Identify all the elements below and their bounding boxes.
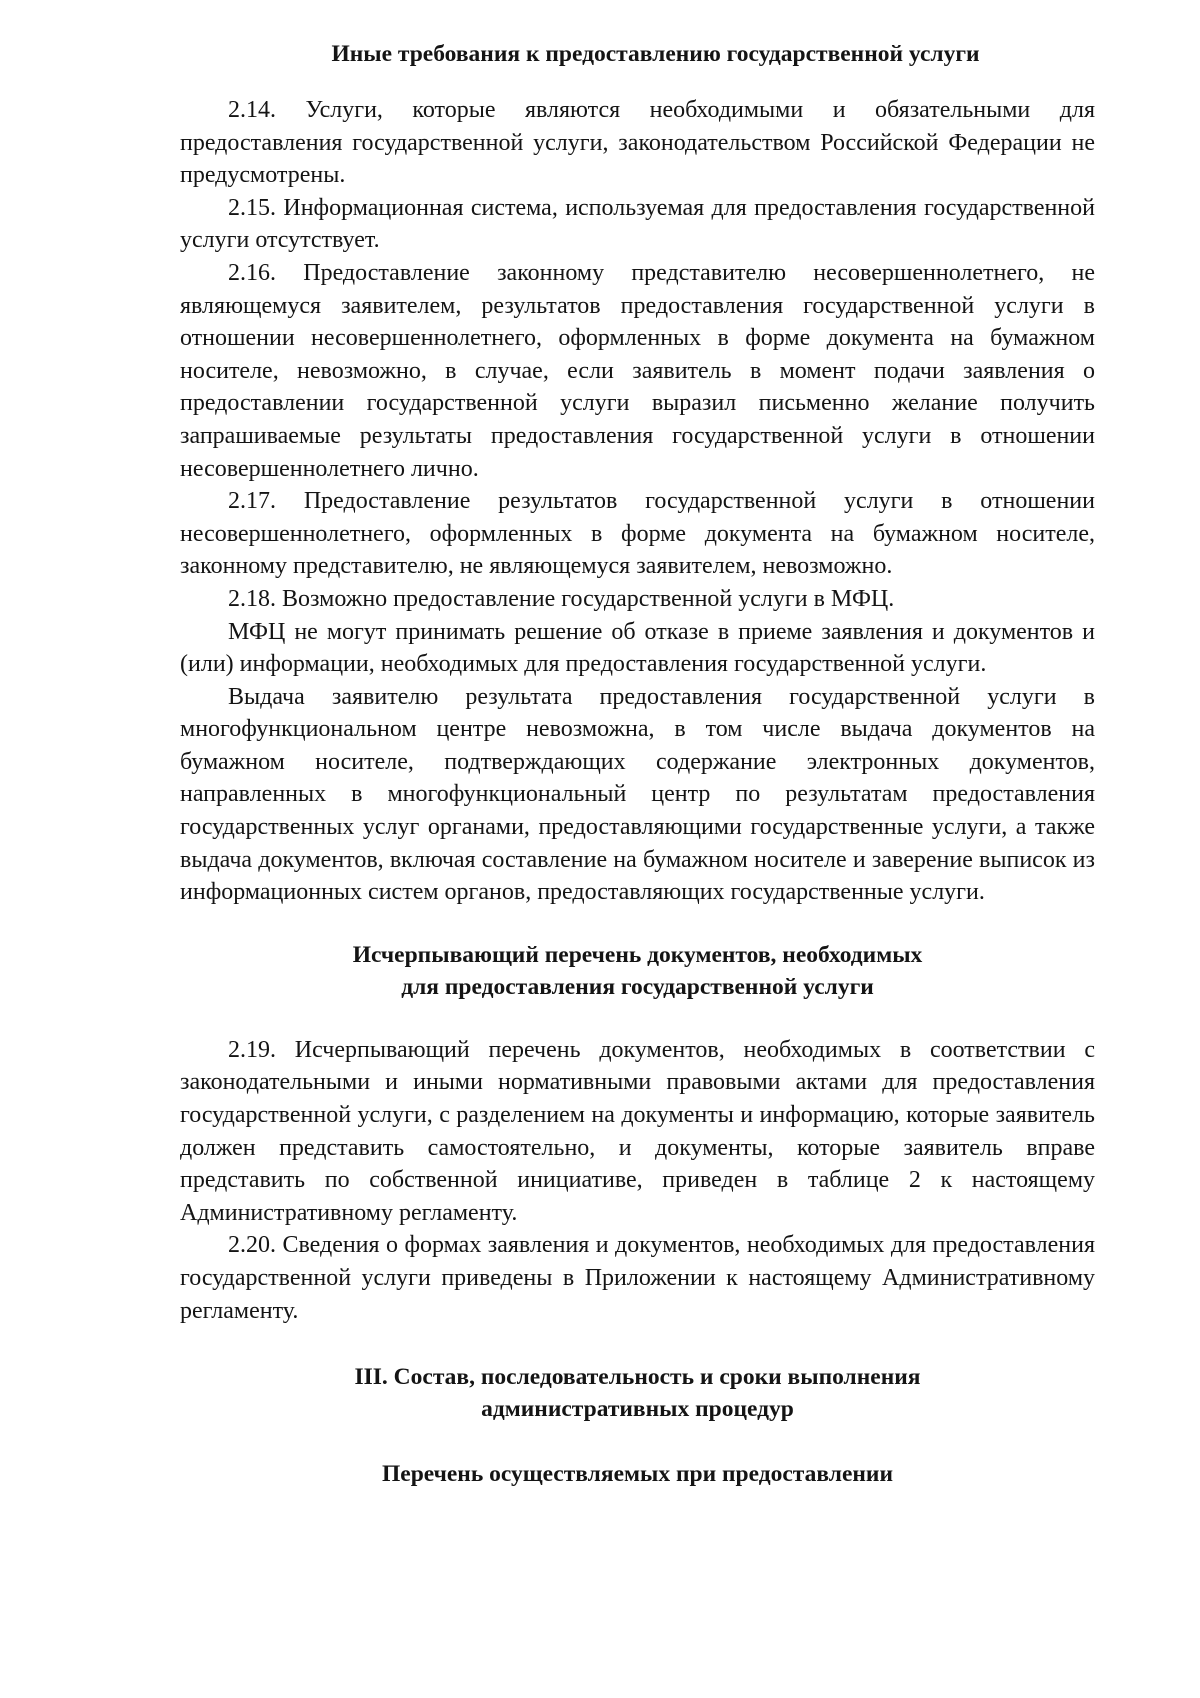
paragraph-2-15: 2.15. Информационная система, используемая для предоставления государственной услуги отсутствует.: [180, 194, 1095, 254]
document-page: [180, 38, 1095, 1490]
section-heading-other-requirements: Иные требования к предоставлению государственной услуги: [331, 41, 980, 67]
paragraph-2-16: 2.16. Предоставление законному представителю несовершеннолетнего, не являющемуся заявителем, результатов предоставления государственной услуги в отношении несовершеннолетнего, оформленных в форме документа на бумажном носителе, невозможно, в случае, если заявитель в момент подачи заявления о предоставлении государственной услуги выразил письменно желание получить запрашиваемые результаты предоставления государственной услуги в отношении несовершеннолетнего лично.: [180, 259, 1095, 482]
chapter-heading-three: [180, 1361, 1095, 1425]
heading-line: III. Состав, последовательность и сроки выполнения: [354, 1364, 921, 1391]
paragraph-2-17: 2.17. Предоставление результатов государственной услуги в отношении несовершеннолетнего, оформленных в форме документа на бумажном носителе, законному представителю, не являющемуся заявителем, невозможно.: [180, 488, 1095, 580]
paragraph-2-19: 2.19. Исчерпывающий перечень документов, необходимых в соответствии с законодательными и иными нормативными правовыми актами для предоставления государственной услуги, с разделением на документы и информацию, которые заявитель должен представить самостоятельно, и документы, которые заявитель вправе представить по собственной инициативе, приведен в таблице 2 к настоящему Административному регламенту.: [180, 1036, 1095, 1226]
paragraph-2-20: 2.20. Сведения о формах заявления и документов, необходимых для предоставления государственной услуги приведены в Приложении к настоящему Административному регламенту.: [180, 1232, 1095, 1324]
paragraph-2-14: 2.14. Услуги, которые являются необходимыми и обязательными для предоставления государственной услуги, законодательством Российской Федерации не предусмотрены.: [180, 97, 1095, 189]
paragraph-2-18: 2.18. Возможно предоставление государственной услуги в МФЦ.: [228, 585, 895, 612]
heading-line: административных процедур: [481, 1396, 794, 1423]
section-heading-documents-list: [180, 939, 1095, 1003]
heading-line: для предоставления государственной услуги: [401, 973, 874, 1000]
paragraph-mfc-issuance: Выдача заявителю результата предоставления государственной услуги в многофункциональном центре невозможна, в том числе выдача документов на бумажном носителе, подтверждающих содержание электронных документов, направленных в многофункциональный центр по результатам предоставления государственных услуг органами, предоставляющими государственные услуги, а также выдача документов, включая составление на бумажном носителе и заверение выписок из информационных систем органов, предоставляющих государственные услуги.: [180, 683, 1095, 906]
heading-line: Исчерпывающий перечень документов, необходимых: [352, 941, 923, 968]
section-heading-procedures-list: Перечень осуществляемых при предоставлении: [381, 1461, 893, 1488]
paragraph-mfc-refusal: МФЦ не могут принимать решение об отказе в приеме заявления и документов и (или) информации, необходимых для предоставления государственной услуги.: [180, 618, 1095, 678]
